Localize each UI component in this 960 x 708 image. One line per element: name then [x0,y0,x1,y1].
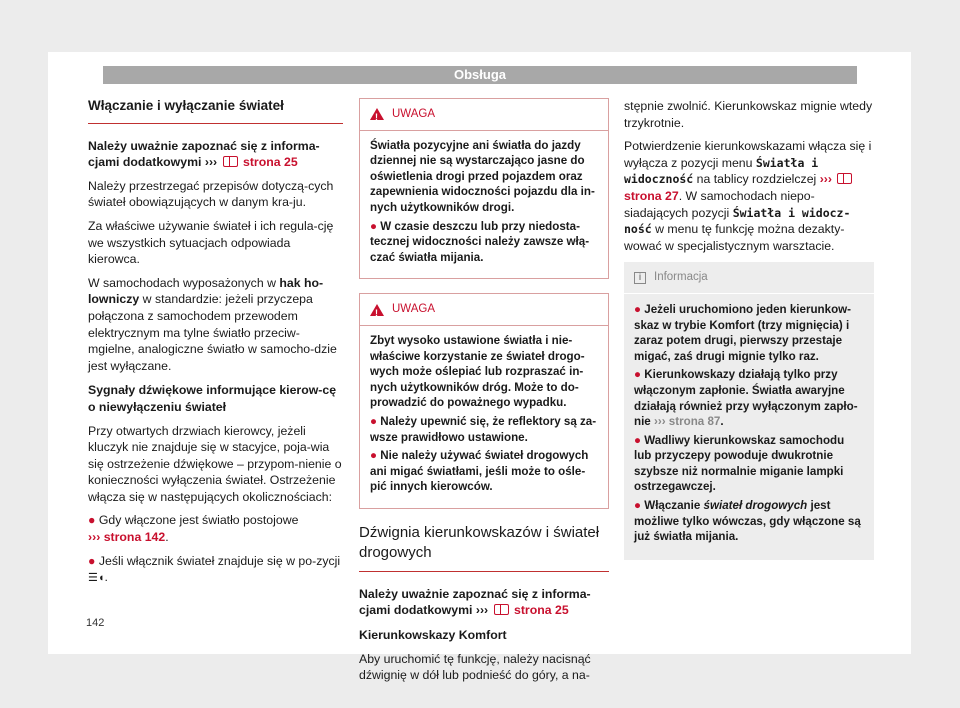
page-link[interactable]: ››› strona 142 [88,530,166,545]
book-icon [494,604,509,615]
list-item: ● Należy upewnić się, że reflektory są za-wsze prawidłowo ustawione. [370,414,597,444]
list-item: ● Włączanie świateł drogowych jest możliwe tylko wówczas, gdy włączone są już światła mijania. [634,499,861,544]
info-box [624,262,874,560]
page-number: 142 [86,617,105,629]
bullet-icon: ● [88,513,96,528]
section-title-lever: Dźwignia kierunkowskazów i świateł drogowych [359,523,609,572]
list-item: ● Gdy włączone jest światło postojowe ››› strona 142. [88,513,299,545]
menu-item-label: Światła i widoczność [624,155,819,187]
warning-body: Zbyt wysoko ustawione światła i nie-właściwe korzystanie ze świateł drogo-wych może oślepiać lub rozpraszać in-nych użytkowników dróg. Może to do-prowadzić do poważnego wypadku. ● Należy upewnić się, że reflektory są za-wsze prawidłowo ustawione. ● Nie należy używać świateł drogowych ani migać światłami, jeśli może to ośle-pić innych kierowców. [370,333,597,494]
info-body [624,294,874,560]
paragraph: W samochodach wyposażonych w hak ho-lowniczy w standardzie: jeżeli przyczepa połączona z samochodem przewodem elektrycznym ma tylne światło przeciw-mgielne, analogiczne światło w samocho-dzie jest wyłączane. [88,275,337,373]
paragraph: Przy otwartych drzwiach kierowcy, jeżeli kluczyk nie znajduje się w stacyjce, poja-wia się ostrzeżenie dźwiękowe – przypom-nienie o konieczności wyłączenia świateł. Ostrzeżenie włącza się w następujących okolicznościach: [88,423,342,504]
column-2 [359,98,609,691]
page [48,52,911,683]
bullet-icon: ● [370,414,378,428]
section-header: Obsługa [103,66,857,84]
paragraph: Aby uruchomić tę funkcję, należy nacisnąć dźwignię w dół lub podnieść do góry, a na- [359,651,591,683]
list-item: ● W czasie deszczu lub przy niedosta-tecznej widoczności należy zawsze włą-czać światła mijania. [370,219,590,264]
bullet-icon: ● [634,499,642,513]
section-title-lights: Włączanie i wyłączanie świateł [88,98,343,124]
warning-box-2 [359,293,609,509]
list-item: ● Kierunkowskazy działają tylko przy włączonym zapłonie. Światła awaryjne działają również przy wyłączonym zapło-nie ››› strona 87. [634,368,858,429]
bullet-icon: ● [370,449,378,463]
page-link[interactable]: ››› strona 87 [654,415,721,429]
list-item: ● Wadliwy kierunkowskaz samochodu lub przyczepy powoduje dwukrotnie szybsze niż normalnie miganie lampki ostrzegawczej. [634,433,845,494]
page-link[interactable]: strona 27 [624,188,679,203]
bullet-icon: ● [370,219,378,233]
bullet-icon: ● [634,433,642,447]
info-icon: i [634,272,646,284]
paragraph: stępnie zwolnić. Kierunkowskaz mignie wtedy trzykrotnie. [624,99,873,130]
list-item: ● Nie należy używać świateł drogowych ani migać światłami, jeśli może to ośle-pić innych kierowców. [370,449,589,494]
subheading: Kierunkowskazy Komfort [359,628,507,643]
info-header: i Informacja [624,262,874,294]
intro-note: Należy uważnie zapoznać się z informa-cjami dodatkowymi ››› strona 25 [88,138,320,170]
menu-item-label: Światła i widocz-ność [624,205,851,237]
intro-note: Należy uważnie zapoznać się z informa-cjami dodatkowymi ››› strona 25 [359,586,591,618]
column-3 [624,98,874,560]
subheading: Sygnały dźwiękowe informujące kierow-cę o niewyłączeniu świateł [88,383,337,414]
book-icon [837,173,852,184]
list-item: ● Jeżeli uruchomiono jeden kierunkow-skaz w trybie Komfort (trzy mignięcia) i zaraz potem drugi, pierwszy przestaje migać, zaś drugi mignie tylko raz. [634,302,852,363]
parking-light-icon: ☰◖ [88,572,105,585]
warning-icon [370,108,384,120]
warning-body: Światła pozycyjne ani światła do jazdy dziennej nie są wystarczająco jasne do oświetlenia drogi przed pojazdem oraz zapewnienia widoczności pojazdu dla in-nych użytkowników drogi. ● W czasie deszczu lub przy niedosta-tecznej widoczności należy zawsze włą-czać światła mijania. [360,131,608,279]
bullet-icon: ● [634,368,642,382]
warning-box-1 [359,98,609,279]
column-1 [88,98,343,594]
warning-header: ! UWAGA [360,99,608,131]
page-link[interactable]: strona 25 [514,603,569,618]
warning-icon [370,304,384,316]
book-icon [223,156,238,167]
paragraph: Za właściwe używanie świateł i ich regula-cję we wszystkich sytuacjach odpowiada kierowca. [88,218,334,267]
bullet-icon: ● [634,302,642,316]
list-item: ● Jeśli włącznik świateł znajduje się w po-zycji ☰◖. [88,553,343,587]
page-link[interactable]: strona 25 [243,155,298,170]
bullet-icon: ● [88,553,96,568]
warning-header: ! UWAGA [360,294,608,326]
paragraph: Należy przestrzegać przepisów dotyczą-cych świateł obowiązujących w danym kra-ju. [88,178,334,210]
paragraph: Potwierdzenie kierunkowskazami włącza się i wyłącza z pozycji menu Światła i widoczność na tablicy rozdzielczej ››› strona 27. W samochodach niepo-siadających pozycji Światła i widocz-ność w menu tę funkcję można dezakty-wować w specjalistycznym warsztacie. [624,139,872,253]
